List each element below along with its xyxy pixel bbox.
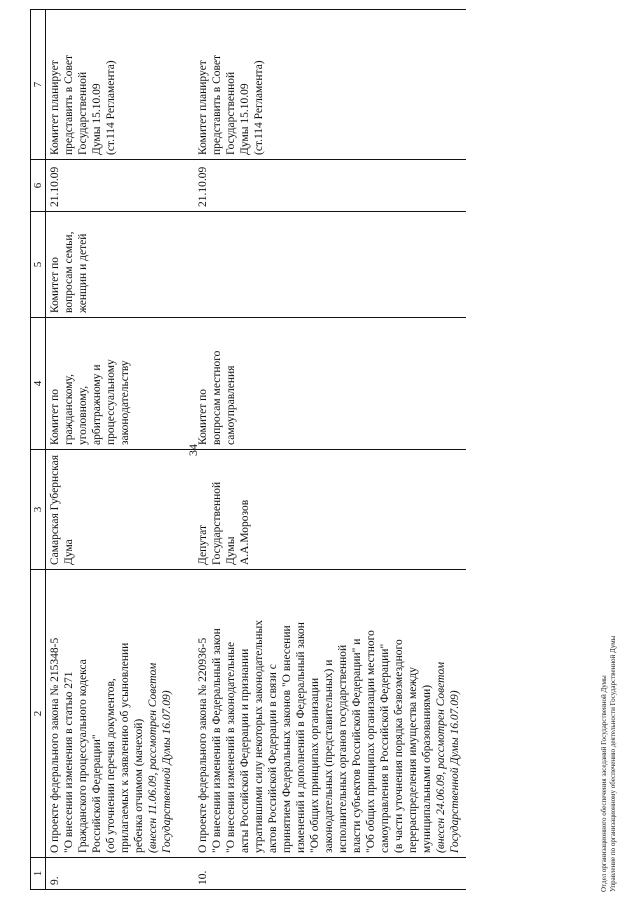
cell-text-line: Самарская Губернская [49, 454, 61, 565]
cell-text-line: самоуправления в Российской Федерации" [379, 643, 391, 853]
cell-text-line: законодательству [119, 360, 131, 445]
cell-text-line: Думы 15.10.09 [91, 83, 103, 155]
cell-text-line: ребенка отчимом (мачехой) [133, 718, 145, 853]
cell-text-line: уголовному, [77, 385, 89, 445]
responsible-committee-cell [46, 318, 179, 450]
cell-text-line: Думы 15.10.09 [239, 83, 251, 155]
table-row [178, 10, 466, 890]
co-executor-committee-cell [46, 212, 179, 318]
bills-table [30, 9, 466, 890]
footer-line: Отдел организационного обеспечения заседаний Государственной Думы [600, 675, 608, 892]
cell-text-line: "О внесении изменения в статью 271 [63, 671, 75, 853]
row-number: 10. [197, 870, 209, 885]
bill-description-cell [46, 570, 179, 858]
cell-text-line: представить в Совет [211, 54, 223, 155]
cell-text-line: исполнительных органов государственной [337, 644, 349, 853]
page-number: 34 [186, 444, 200, 456]
initiator-cell [46, 450, 179, 570]
cell-text-line: (об уточнении перечня документов, [105, 678, 117, 853]
cell-text-line: Комитет по [49, 257, 61, 313]
cell-text-line: изменений и дополнений в Федеральный закон [295, 622, 307, 853]
cell-text-line: Дума [63, 539, 75, 565]
cell-text-line: принятием Федеральных законов "О внесении [281, 625, 293, 853]
cell-text-line: Государственной [225, 71, 237, 155]
cell-text-line: муниципальными образованиями) [421, 684, 433, 853]
column-header: 6 [31, 160, 46, 212]
bill-description-cell [178, 570, 466, 858]
cell-text-line: вопросам семьи, [63, 231, 75, 313]
cell-text-line: самоуправления [225, 365, 237, 445]
cell-text-line: процессуальному [105, 359, 117, 445]
cell-text-line: арбитражному и [91, 364, 103, 445]
cell-text-line: Государственной Думы 16.07.09) [449, 690, 461, 853]
cell-text-line: актов Российской Федерации в связи с [267, 664, 279, 853]
cell-text-line: Комитет планирует [49, 60, 61, 155]
cell-text-line: (ст.114 Регламента) [105, 60, 117, 155]
column-header: 1 [31, 858, 46, 890]
responsible-committee-cell [178, 318, 466, 450]
remark-cell [46, 10, 179, 160]
date-cell [178, 160, 466, 212]
row-number: 9. [49, 876, 61, 885]
co-executor-committee-cell [178, 212, 466, 318]
table-header-row [31, 10, 46, 890]
cell-text-line: гражданскому, [63, 373, 75, 445]
initiator-cell [178, 450, 466, 570]
row-number-cell [178, 858, 466, 890]
cell-text-line: Думы [225, 536, 237, 565]
cell-text-line: законодательных (представительных) и [323, 659, 335, 853]
cell-text-line: Комитет планирует [197, 60, 209, 155]
cell-text-line: (ст.114 Регламента) [253, 60, 265, 155]
column-header: 4 [31, 318, 46, 450]
column-header: 2 [31, 570, 46, 858]
cell-text-line: утратившими силу некоторых законодательных [253, 620, 265, 853]
cell-text-line: прилагаемых к заявлению об усыновлении [119, 642, 131, 853]
cell-text-line: власти субъектов Российской Федерации" и [351, 638, 363, 853]
remark-cell [178, 10, 466, 160]
cell-text-line: Гражданского процессуального кодекса [77, 659, 89, 853]
table-body [46, 10, 467, 890]
date-text: 21.10.09 [197, 166, 209, 207]
cell-text-line: вопросам местного [211, 350, 223, 445]
cell-text-line: Депутат [197, 525, 209, 565]
cell-text-line: акты Российской Федерации и признании [239, 648, 251, 853]
footer-line: Управление по организационному обеспечению деятельности Государственной Думы [609, 635, 617, 892]
row-number-cell [46, 858, 179, 890]
cell-text-line: "О внесении изменений в законодательные [225, 641, 237, 853]
cell-text-line: Государственной [211, 481, 223, 565]
cell-text-line: Комитет по [197, 389, 209, 445]
cell-text-line: перераспределения имущества между [407, 667, 419, 853]
cell-text-line: Российской Федерации" [91, 734, 103, 853]
date-text: 21.10.09 [49, 166, 61, 207]
cell-text-line: (внесен 11.06.09, рассмотрен Советом [147, 662, 159, 853]
cell-text-line: А.А.Морозов [239, 499, 251, 565]
footer [600, 636, 618, 892]
cell-text-line: Государственной Думы 16.07.09) [161, 690, 173, 853]
column-header: 5 [31, 212, 46, 318]
column-header: 7 [31, 10, 46, 160]
column-header: 3 [31, 450, 46, 570]
cell-text-line: "Об общих принципах организации [309, 677, 321, 853]
table-row [46, 10, 179, 890]
date-cell [46, 160, 179, 212]
cell-text-line: женщин и детей [77, 233, 89, 313]
cell-text-line: "О внесении изменений в Федеральный закон [211, 628, 223, 853]
cell-text-line: О проекте федерального закона № 220936-5 [197, 637, 209, 853]
cell-text-line: представить в Совет [63, 54, 75, 155]
cell-text-line: (внесен 24.06.09, рассмотрен Советом [435, 661, 447, 853]
cell-text-line: О проекте федерального закона № 215348-5 [49, 637, 61, 853]
cell-text-line: Комитет по [49, 389, 61, 445]
cell-text-line: (в части уточнения порядка безвозмездного [393, 639, 405, 853]
cell-text-line: Государственной [77, 71, 89, 155]
cell-text-line: "Об общих принципах организации местного [365, 630, 377, 853]
